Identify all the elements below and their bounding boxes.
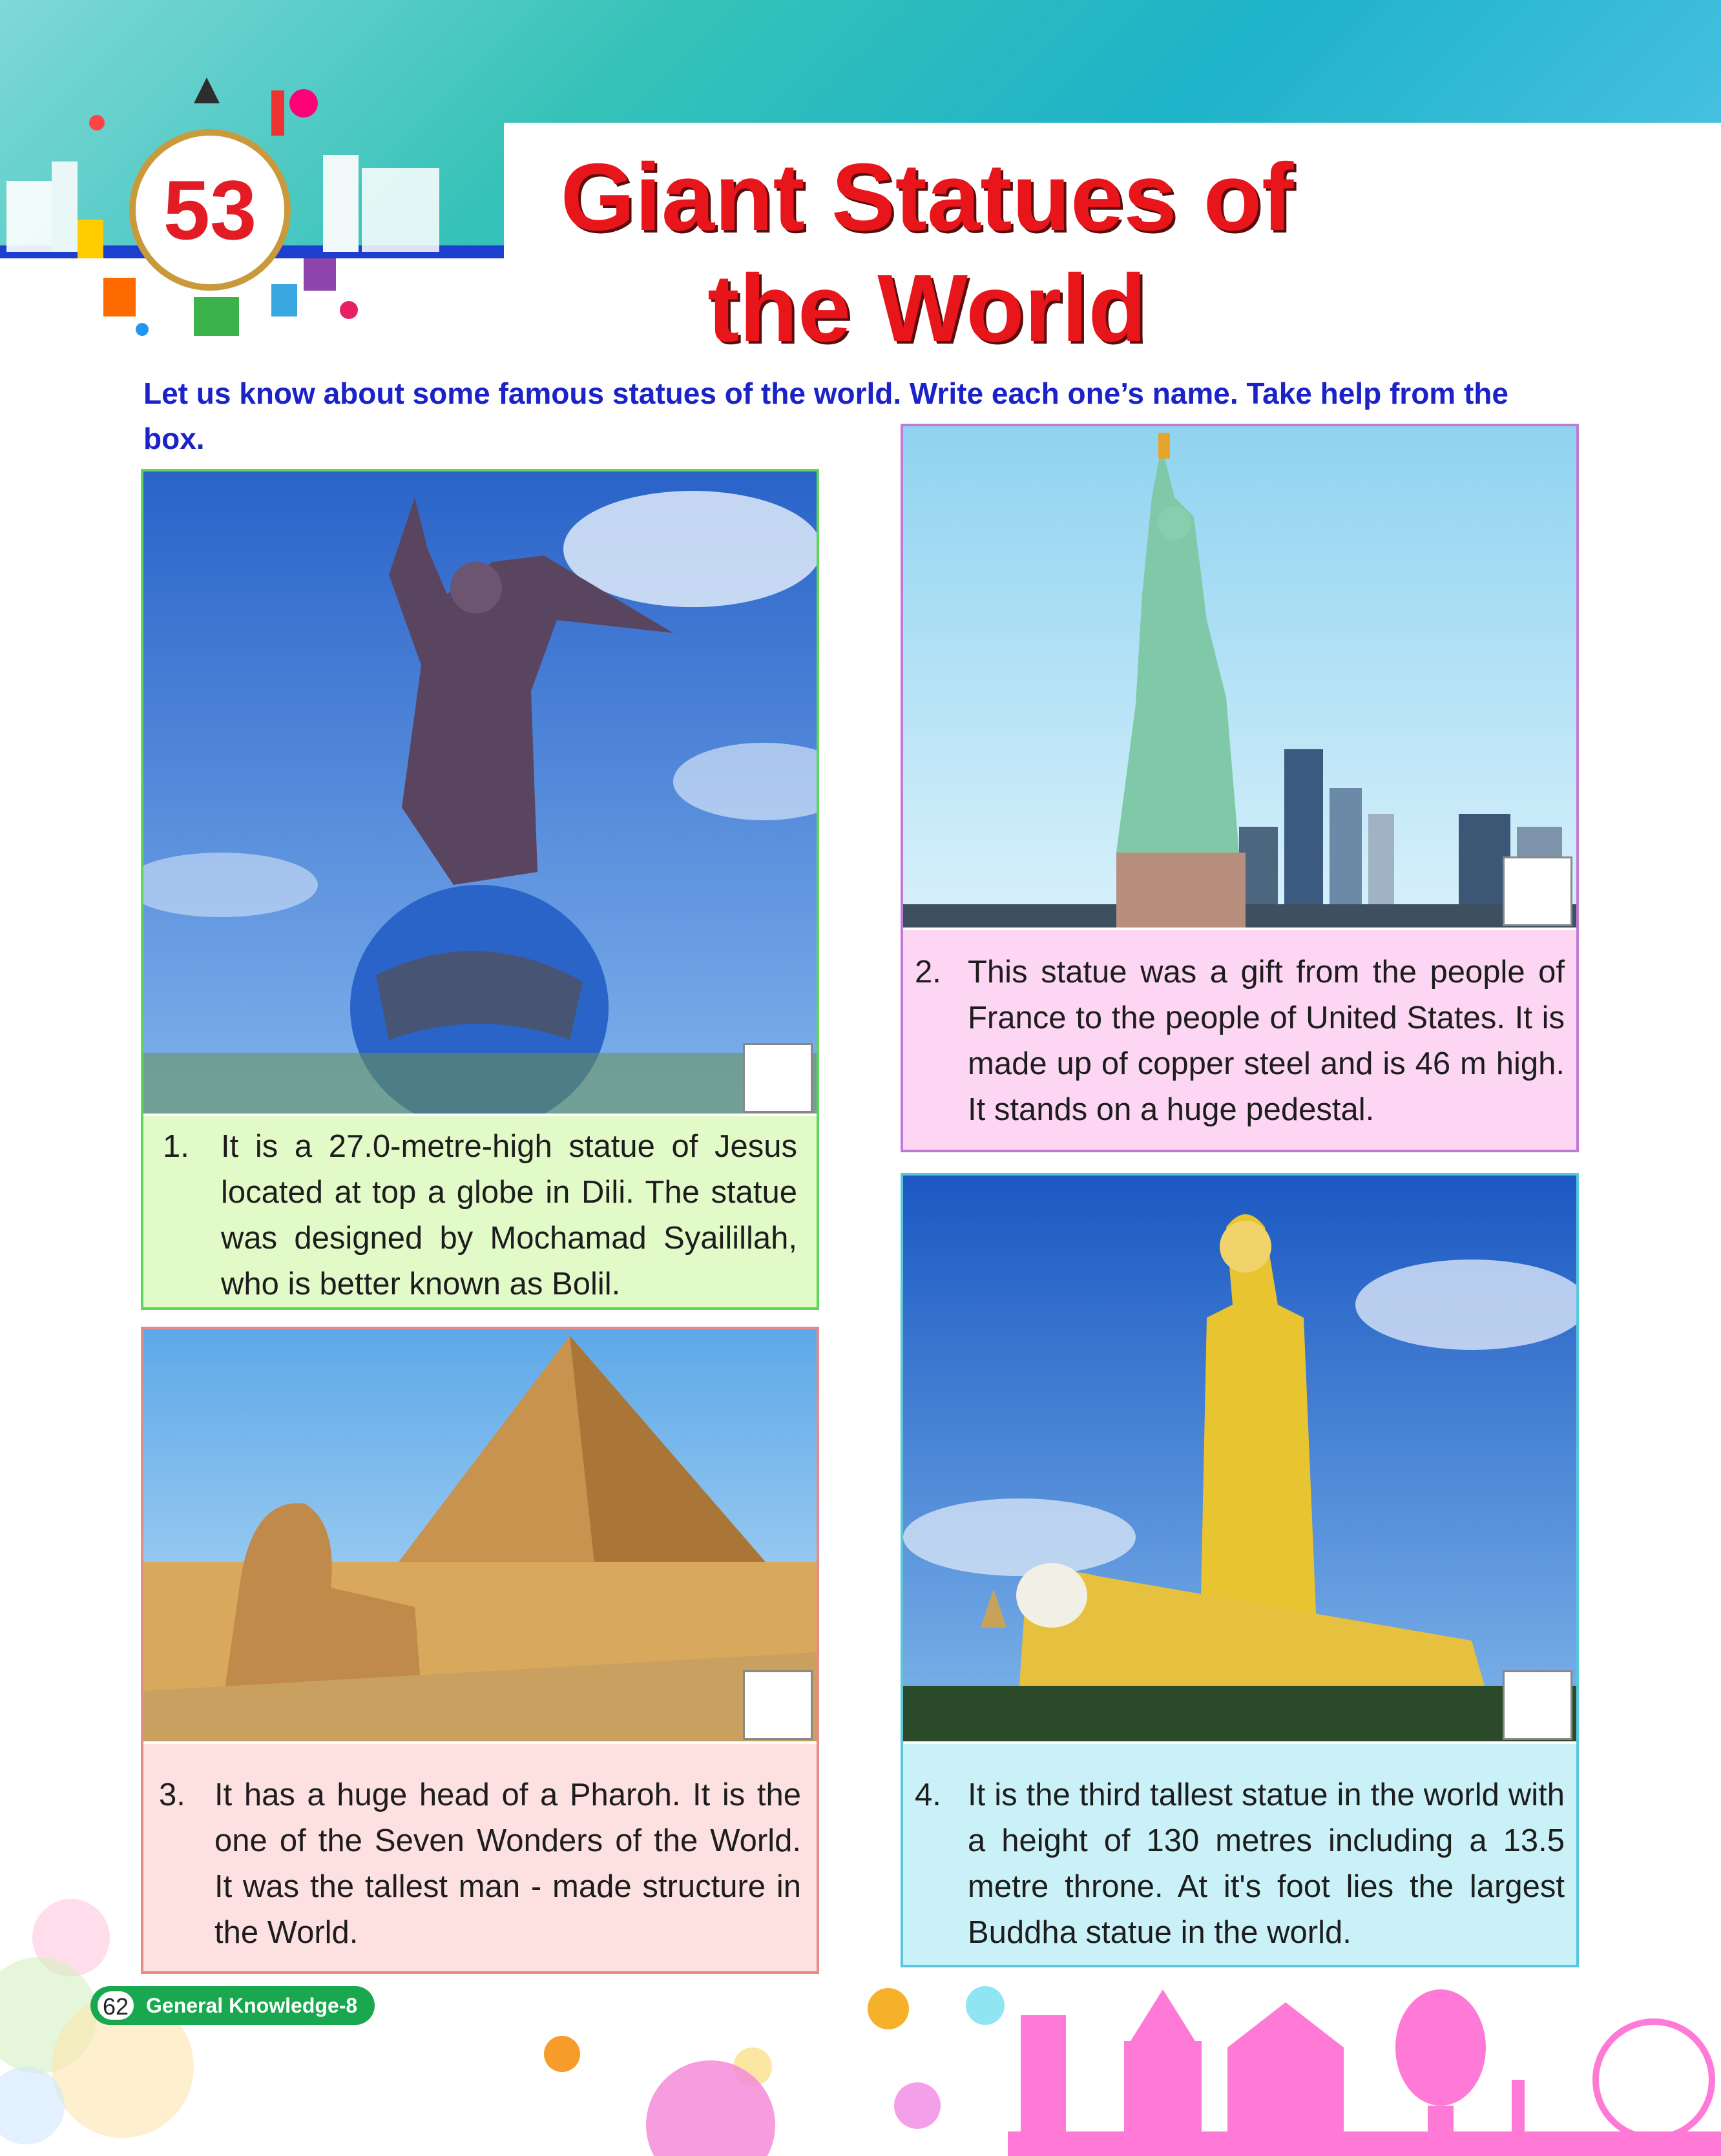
statue-caption-2	[903, 930, 1576, 1150]
book-title: General Knowledge-8	[146, 1994, 358, 2017]
title-line-2: the World	[707, 255, 1147, 362]
instruction-text: Let us know about some famous statues of the world. Write each one’s name. Take help from the box.	[143, 377, 1508, 455]
caption-text-2: This statue was a gift from the people of France to the people of United States. It is made up of copper steel and is 46 m high. It stands on a huge pedestal.	[968, 955, 1565, 1127]
answer-box-1[interactable]	[743, 1043, 813, 1113]
statue-photo-4	[903, 1176, 1576, 1741]
answer-box-4[interactable]	[1503, 1670, 1572, 1740]
caption-text-1: It is a 27.0-metre-high statue of Jesus located at top a globe in Dili. The statue was designed by Mochamad Syailillah, who is better known as Bolil.	[221, 1129, 797, 1301]
statue-photo-2	[903, 426, 1576, 928]
caption-text-3: It has a huge head of a Pharoh. It is the one of the Seven Wonders of the World. It was the tallest man - made structure in the World.	[214, 1778, 801, 1950]
footer-decoration	[0, 1744, 1721, 2156]
page-title	[556, 142, 1299, 364]
caption-number-4: 4.	[915, 1778, 941, 1812]
statue-photo-3	[143, 1329, 817, 1741]
statue-photo-1	[143, 472, 817, 1114]
answer-box-3[interactable]	[743, 1670, 813, 1740]
statue-caption-1	[143, 1116, 817, 1307]
page-number: 62	[96, 1989, 136, 2022]
caption-number-1: 1.	[163, 1129, 189, 1164]
chapter-number: 53	[163, 163, 257, 257]
title-line-1: Giant Statues of	[560, 144, 1294, 251]
caption-number-3: 3.	[159, 1778, 185, 1812]
caption-text-4: It is the third tallest statue in the world with a height of 130 metres including a 13.5 metre throne. At it's foot lies the largest Buddha statue in the world.	[968, 1778, 1565, 1950]
caption-number-2: 2.	[915, 955, 941, 990]
answer-box-2[interactable]	[1503, 856, 1572, 926]
